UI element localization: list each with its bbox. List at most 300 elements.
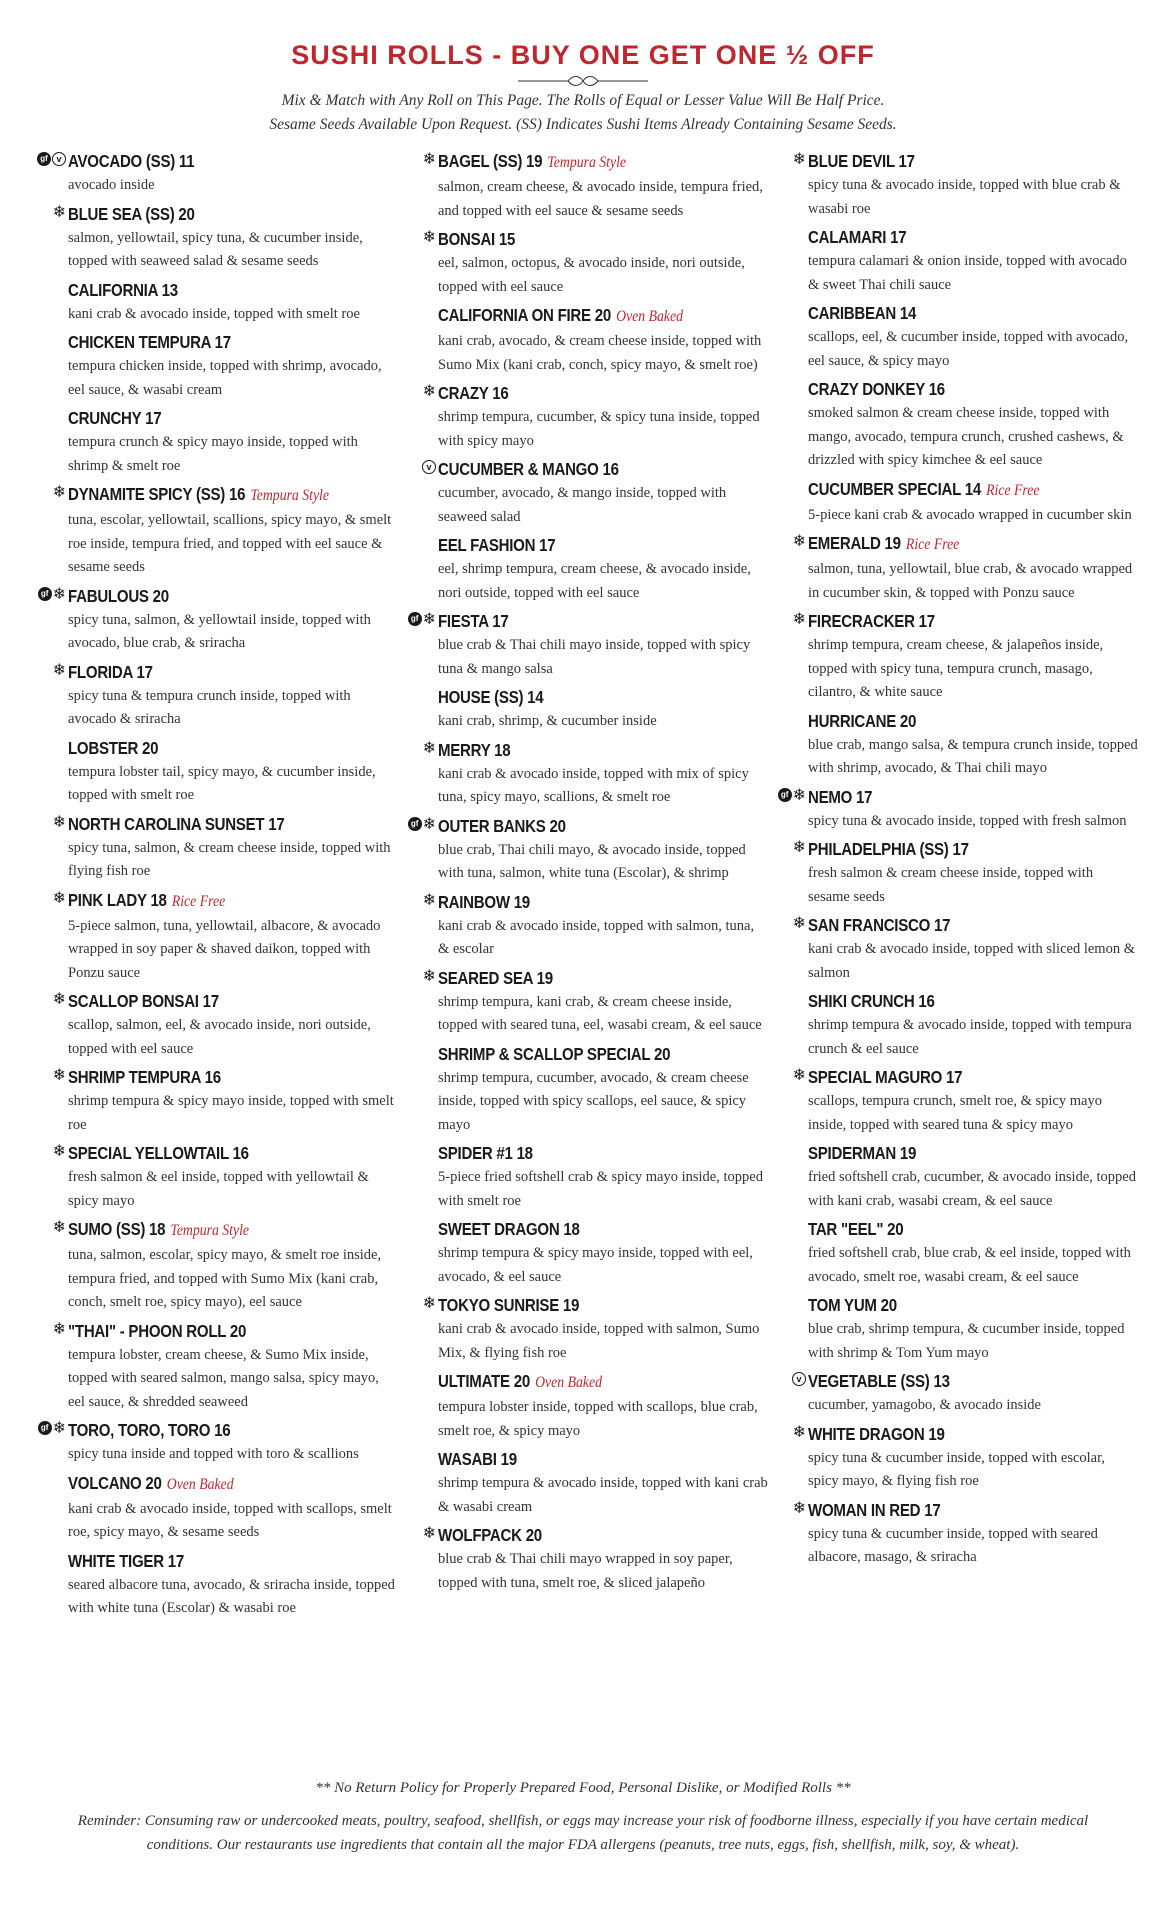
menu-item-title [808, 988, 1092, 1014]
menu-item-icons [398, 227, 436, 246]
menu-item-name: TAR "EEL" [808, 1219, 884, 1239]
spicy-icon: ❄ [52, 989, 66, 1008]
menu-item-description: avocado inside [68, 177, 155, 193]
menu-item-price: 18 [494, 739, 511, 760]
menu-item-title [438, 226, 722, 252]
menu-item-name: BAGEL (SS) [438, 151, 523, 171]
menu-item [768, 224, 1138, 297]
menu-item [768, 708, 1138, 781]
menu-item-price: 16 [204, 1067, 221, 1087]
menu-item-description: tempura chicken inside, topped with shrimp, avocado, eel sauce, & wasabi cream [68, 358, 382, 398]
menu-item-title [68, 1318, 352, 1344]
menu-item-tag: Rice Free [905, 536, 960, 553]
menu-item [398, 813, 768, 886]
menu-item-title [68, 659, 352, 685]
menu-item-title [68, 148, 352, 174]
spicy-icon: ❄ [422, 889, 436, 909]
menu-item-title [808, 376, 1092, 402]
menu-item [398, 226, 768, 299]
menu-item [768, 1421, 1138, 1494]
menu-item-price: 14 [964, 478, 981, 499]
menu-item-description: tuna, salmon, escolar, spicy mayo, & smelt roe inside, tempura fried, and topped with Sumo Mix (kani crab, conch, smelt roe, spicy mayo), eel sauce [68, 1247, 382, 1310]
menu-item [28, 988, 398, 1061]
menu-item-title [438, 1216, 722, 1242]
menu-item [768, 1216, 1138, 1289]
menu-item-icons [28, 482, 66, 501]
menu-item-icons [768, 1421, 806, 1441]
menu-item-name: VEGETABLE (SS) [808, 1371, 930, 1391]
menu-item-description: kani crab & avocado inside, topped with mix of spicy tuna, spicy mayo, scallions, & smelt roe [438, 765, 749, 805]
menu-item-title [808, 530, 1092, 558]
menu-item [398, 608, 768, 681]
menu-item-price: 18 [516, 1143, 533, 1163]
menu-item-title [808, 912, 1092, 938]
menu-item-description: salmon, tuna, yellowtail, blue crab, & avocado wrapped in cucumber skin, & topped with Ponzu sauce [808, 561, 1133, 601]
menu-item [768, 836, 1138, 909]
menu-item [768, 608, 1138, 705]
menu-item-description: spicy tuna inside and topped with toro & scallions [68, 1446, 359, 1462]
menu-item [768, 1064, 1138, 1137]
spicy-icon: ❄ [792, 1497, 806, 1517]
menu-item-title [808, 608, 1092, 634]
menu-item [768, 1368, 1138, 1418]
menu-item-title [438, 456, 722, 482]
menu-item-description: scallops, eel, & cucumber inside, topped with avocado, eel sauce, & spicy mayo [808, 329, 1129, 369]
menu-item-name: TORO, TORO, TORO [68, 1420, 211, 1440]
menu-item-price: 17 [145, 408, 162, 428]
gluten-free-icon: gf [38, 587, 52, 601]
menu-item-title [808, 1216, 1092, 1242]
menu-item-tag: Tempura Style [170, 1222, 250, 1239]
menu-item-price: 16 [228, 484, 246, 504]
gluten-free-icon: gf [408, 817, 422, 831]
menu-item-name: MERRY [438, 739, 491, 760]
menu-item-description: fried softshell crab, blue crab, & eel inside, topped with avocado, smelt roe, wasabi cream, & eel sauce [808, 1245, 1131, 1285]
menu-item [398, 1522, 768, 1595]
menu-item-icons [28, 1065, 66, 1084]
menu-item-name: WHITE DRAGON [808, 1423, 925, 1444]
menu-item-name: ULTIMATE [438, 1371, 510, 1391]
menu-item-description: kani crab & avocado inside, topped with sliced lemon & salmon [808, 941, 1135, 981]
menu-item-name: EEL FASHION [438, 535, 536, 555]
menu-item-icons [28, 1318, 66, 1338]
menu-item-icons [398, 381, 436, 400]
menu-item-price: 20 [653, 1043, 671, 1064]
menu-item-title [68, 735, 352, 761]
menu-item-description: shrimp tempura & avocado inside, topped with kani crab & wasabi cream [438, 1475, 768, 1515]
spicy-icon: ❄ [422, 227, 436, 246]
menu-item-name: CRUNCHY [68, 408, 142, 428]
menu-item-title [808, 476, 1092, 504]
menu-item [398, 380, 768, 453]
menu-item-name: EMERALD [808, 533, 881, 553]
menu-item [398, 737, 768, 810]
menu-item-price: 17 [933, 915, 951, 935]
spicy-icon: ❄ [422, 737, 436, 757]
menu-item-description: scallops, tempura crunch, smelt roe, & spicy mayo inside, topped with seared tuna & spicy mayo [808, 1093, 1102, 1133]
menu-item-icons [28, 659, 66, 679]
gluten-free-icon: gf [37, 152, 51, 166]
menu-item [28, 811, 398, 884]
menu-item-name: HOUSE (SS) [438, 687, 524, 707]
menu-item-name: WOMAN IN RED [808, 1499, 921, 1520]
menu-item-name: SPIDERMAN [808, 1143, 896, 1163]
menu-item-price: 17 [268, 813, 285, 834]
spicy-icon: ❄ [52, 659, 66, 679]
vegetarian-icon: v [422, 460, 436, 474]
menu-item-title [68, 1548, 352, 1574]
menu-item [398, 532, 768, 605]
menu-item [398, 1368, 768, 1443]
menu-item-title [438, 302, 722, 330]
menu-item-title [438, 1368, 722, 1396]
menu-item-price: 19 [928, 1423, 945, 1444]
menu-item-description: cucumber, yamagobo, & avocado inside [808, 1397, 1041, 1413]
menu-item-name: FABULOUS [68, 585, 149, 606]
menu-item [398, 302, 768, 377]
menu-item-title [438, 813, 722, 839]
menu-item-title [808, 1140, 1092, 1166]
menu-item-description: tempura crunch & spicy mayo inside, topped with shrimp & smelt roe [68, 434, 358, 474]
menu-item [28, 659, 398, 732]
menu-item-name: SCALLOP BONSAI [68, 991, 199, 1011]
menu-item-icons [28, 1141, 66, 1160]
menu-item-icons [768, 609, 806, 628]
menu-item-name: DYNAMITE SPICY (SS) [68, 484, 226, 504]
spicy-icon: ❄ [52, 887, 66, 907]
menu-item-icons [28, 201, 66, 221]
menu-item-name: FIRECRACKER [808, 611, 915, 631]
menu-item-title [68, 329, 352, 355]
menu-item-title [808, 1368, 1092, 1394]
vegetarian-icon: v [52, 152, 66, 166]
menu-item-description: cucumber, avocado, & mango inside, topped with seaweed salad [438, 485, 727, 525]
menu-item [398, 965, 768, 1038]
menu-item [398, 1140, 768, 1213]
menu-item [768, 1292, 1138, 1365]
menu-item-name: OUTER BANKS [438, 815, 546, 836]
menu-item-price: 18 [149, 1219, 166, 1239]
menu-item-price: 20 [229, 1320, 247, 1341]
menu-item [398, 684, 768, 734]
menu-item-description: blue crab & Thai chili mayo wrapped in soy paper, topped with tuna, smelt roe, & sliced jalapeño [438, 1551, 733, 1591]
menu-item-description: blue crab & Thai chili mayo inside, topped with spicy tuna & mango salsa [438, 637, 751, 677]
menu-item-title [68, 1216, 352, 1244]
menu-item-description: spicy tuna & avocado inside, topped with fresh salmon [808, 812, 1127, 829]
menu-item-description: eel, salmon, octopus, & avocado inside, nori outside, topped with eel sauce [438, 255, 745, 295]
menu-item-price: 17 [214, 332, 231, 352]
menu-item-description: spicy tuna, salmon, & cream cheese inside, topped with flying fish roe [68, 839, 391, 879]
menu-item-price: 16 [492, 383, 509, 403]
menu-item [28, 1318, 398, 1415]
menu-item-description: shrimp tempura & spicy mayo inside, topped with smelt roe [68, 1093, 394, 1133]
menu-item-price: 20 [142, 737, 159, 758]
menu-item-description: shrimp tempura, kani crab, & cream cheese inside, topped with seared tuna, eel, wasabi cream, & eel sauce [438, 993, 762, 1033]
menu-item-price: 16 [918, 991, 935, 1011]
menu-item-description: shrimp tempura, cream cheese, & jalapeños inside, topped with spicy tuna, tempura crunch, masago, cilantro, & white sauce [808, 637, 1104, 700]
menu-item-icons [28, 989, 66, 1008]
menu-item-name: CHICKEN TEMPURA [68, 332, 211, 352]
menu-item-icons [768, 531, 806, 550]
menu-item-price: 15 [498, 229, 516, 249]
menu-item-price: 17 [856, 786, 873, 807]
menu-item-name: CRAZY [438, 383, 489, 403]
menu-item-title [438, 1292, 722, 1318]
menu-item-icons [28, 152, 66, 166]
menu-item [398, 1041, 768, 1138]
menu-item-title [808, 708, 1092, 734]
menu-item-icons [768, 837, 806, 856]
menu-item-description: tempura lobster tail, spicy mayo, & cucumber inside, topped with smelt roe [68, 763, 376, 803]
menu-item-title [68, 887, 352, 915]
menu-item-icons [28, 811, 66, 831]
menu-item [398, 456, 768, 529]
menu-item-description: kani crab & avocado inside, topped with salmon, Sumo Mix, & flying fish roe [438, 1321, 760, 1361]
menu-item-description: kani crab, shrimp, & cucumber inside [438, 713, 657, 729]
menu-item [768, 148, 1138, 221]
menu-item-price: 14 [527, 687, 544, 707]
menu-item-name: SHRIMP TEMPURA [68, 1067, 201, 1087]
menu-item-icons [28, 583, 66, 603]
menu-item-icons [398, 1293, 436, 1312]
menu-item-price: 19 [513, 891, 530, 912]
gluten-free-icon: gf [778, 788, 792, 802]
spicy-icon: ❄ [792, 609, 806, 628]
menu-item-description: spicy tuna, salmon, & yellowtail inside, topped with avocado, blue crab, & sriracha [68, 611, 371, 651]
menu-item-name: SEARED SEA [438, 967, 533, 988]
spicy-icon: ❄ [792, 837, 806, 856]
menu-item-title [438, 1446, 722, 1472]
menu-item-description: tuna, escolar, yellowtail, scallions, spicy mayo, & smelt roe inside, tempura fried, and topped with eel sauce & sesame seeds [68, 512, 392, 575]
menu-item-price: 17 [952, 839, 969, 859]
menu-item-title [68, 988, 352, 1014]
menu-item-title [68, 1064, 352, 1090]
menu-item-icons [768, 784, 806, 804]
menu-item-description: salmon, cream cheese, & avocado inside, tempura fried, and topped with eel sauce & sesame seeds [438, 179, 763, 219]
menu-item-tag: Rice Free [986, 481, 1040, 499]
menu-item-name: LOBSTER [68, 737, 139, 758]
menu-item-icons [398, 1523, 436, 1542]
menu-item-name: BLUE SEA (SS) [68, 203, 175, 224]
menu-item-price: 14 [899, 303, 917, 323]
menu-item-description: kani crab, avocado, & cream cheese inside, topped with Sumo Mix (kani crab, conch, spicy mayo, & smelt roe) [438, 333, 762, 373]
menu-item-description: 5-piece fried softshell crab & spicy mayo inside, topped with smelt roe [438, 1169, 763, 1209]
menu-item-description: spicy tuna & cucumber inside, topped with seared albacore, masago, & sriracha [808, 1525, 1098, 1565]
menu-item-description: kani crab & avocado inside, topped with salmon, tuna, & escolar [438, 917, 755, 957]
menu-item [28, 481, 398, 580]
menu-item-price: 17 [202, 991, 219, 1011]
menu-item-price: 19 [899, 1143, 917, 1163]
menu-item-icons [28, 887, 66, 907]
spicy-icon: ❄ [422, 381, 436, 400]
menu-item-price: 17 [946, 1067, 963, 1087]
menu-item-name: SPIDER #1 [438, 1143, 513, 1163]
menu-item [28, 1548, 398, 1621]
menu-item [28, 887, 398, 986]
menu-item [28, 1216, 398, 1315]
menu-item-price: 13 [933, 1371, 950, 1391]
menu-item-price: 16 [928, 379, 945, 399]
menu-item-description: spicy tuna & cucumber inside, topped with escolar, spicy mayo, & flying fish roe [808, 1449, 1105, 1489]
menu-item-description: fried softshell crab, cucumber, & avocado inside, topped with kani crab, wasabi cream, & eel sauce [808, 1169, 1136, 1209]
menu-item-tag: Oven Baked [535, 1374, 602, 1391]
menu-item-title [68, 1470, 352, 1498]
menu-item-description: fresh salmon & cream cheese inside, topped with sesame seeds [808, 865, 1094, 905]
menu-item-name: CARIBBEAN [808, 303, 896, 323]
menu-item-price: 17 [924, 1499, 941, 1520]
menu-item-description: tempura lobster inside, topped with scallops, blue crab, smelt roe, & spicy mayo [438, 1399, 758, 1439]
menu-item [28, 1064, 398, 1137]
menu-item-description: spicy tuna & tempura crunch inside, topped with avocado & sriracha [68, 687, 351, 727]
spicy-icon: ❄ [792, 1065, 806, 1084]
menu-item-title [808, 148, 1092, 174]
spicy-icon: ❄ [52, 1141, 66, 1160]
menu-item-icons [768, 1372, 806, 1386]
menu-item-name: CALIFORNIA [68, 279, 158, 300]
menu-item-title [808, 836, 1092, 862]
menu-item-description: tempura lobster, cream cheese, & Sumo Mix inside, topped with seared salmon, mango salsa, spicy mayo, eel sauce, & shredded seaweed [68, 1346, 379, 1410]
menu-item-icons [398, 737, 436, 757]
spicy-icon: ❄ [422, 149, 436, 168]
menu-item-name: CUCUMBER SPECIAL [808, 478, 961, 499]
menu-item-title [438, 148, 722, 176]
menu-item-name: SAN FRANCISCO [808, 915, 931, 935]
menu-item-price: 17 [492, 611, 509, 631]
menu-item-description: shrimp tempura, cucumber, & spicy tuna inside, topped with spicy mayo [438, 409, 760, 449]
menu-item-name: RAINBOW [438, 891, 510, 912]
menu-item-price: 16 [232, 1143, 249, 1163]
menu-item-description: salmon, yellowtail, spicy tuna, & cucumber inside, topped with seaweed salad & sesame seeds [68, 229, 363, 269]
menu-item-price: 18 [563, 1219, 580, 1239]
menu-item-price: 20 [887, 1219, 904, 1239]
menu-item-title [438, 1522, 722, 1548]
menu-item-icons [398, 889, 436, 909]
menu-item-icons [398, 149, 436, 168]
menu-item-tag: Tempura Style [547, 154, 627, 171]
menu-item-title [68, 277, 352, 303]
menu-item-description: 5-piece kani crab & avocado wrapped in cucumber skin [808, 506, 1132, 523]
menu-item-price: 17 [136, 661, 153, 682]
menu-item-name: CUCUMBER & MANGO [438, 459, 599, 479]
menu-item-description: shrimp tempura & avocado inside, topped with tempura crunch & eel sauce [808, 1017, 1132, 1057]
menu-item-description: seared albacore tuna, avocado, & sriracha inside, topped with white tuna (Escolar) & wasabi roe [68, 1576, 395, 1616]
spicy-icon: ❄ [52, 482, 66, 501]
menu-item-name: VOLCANO [68, 1472, 142, 1493]
menu-item [398, 889, 768, 962]
menu-item [768, 988, 1138, 1061]
menu-item-price: 19 [526, 151, 543, 171]
menu-item [768, 476, 1138, 528]
menu-item-name: PINK LADY [68, 889, 147, 910]
menu-item-name: SUMO (SS) [68, 1219, 146, 1239]
menu-item [768, 376, 1138, 473]
menu-item [28, 277, 398, 327]
spicy-icon: ❄ [422, 813, 436, 833]
vegetarian-icon: v [792, 1372, 806, 1386]
menu-item-name: NEMO [808, 786, 853, 807]
menu-item-icons [768, 1065, 806, 1084]
menu-item-name: WASABI [438, 1449, 497, 1469]
menu-item-title [438, 684, 722, 710]
menu-columns [28, 148, 1138, 1624]
menu-item-title [808, 300, 1092, 326]
menu-item-price: 20 [152, 585, 169, 606]
menu-item-icons [398, 609, 436, 628]
menu-item-icons [768, 149, 806, 168]
menu-item-title [438, 532, 722, 558]
menu-item-icons [28, 1217, 66, 1236]
menu-item-tag: Rice Free [171, 892, 226, 910]
menu-item [768, 1497, 1138, 1570]
menu-item-name: FLORIDA [68, 661, 133, 682]
menu-item [398, 1446, 768, 1519]
promo-note: Mix & Match with Any Roll on This Page. The Rolls of Equal or Lesser Value Will Be Half Price. [281, 92, 885, 109]
menu-item-description: blue crab, Thai chili mayo, & avocado inside, topped with tuna, salmon, white tuna (Escolar), & shrimp [438, 841, 746, 881]
menu-item-name: BONSAI [438, 229, 495, 249]
spicy-icon: ❄ [52, 583, 66, 603]
menu-item-price: 20 [594, 305, 611, 325]
menu-item-title [68, 1140, 352, 1166]
menu-item-price: 20 [178, 203, 195, 224]
menu-item-title [68, 583, 352, 609]
menu-item-title [808, 1064, 1092, 1090]
menu-item-name: WOLFPACK [438, 1525, 522, 1545]
menu-item-title [438, 380, 722, 406]
menu-item-title [438, 965, 722, 991]
menu-footer [60, 1780, 1106, 1857]
menu-item-name: CRAZY DONKEY [808, 379, 925, 399]
menu-item-title [68, 201, 352, 227]
sesame-note: Sesame Seeds Available Upon Request. (SS) Indicates Sushi Items Already Containing Sesame Seeds. [269, 116, 897, 133]
menu-item-title [808, 1497, 1092, 1523]
menu-column-1 [28, 148, 398, 1624]
menu-item-description: blue crab, shrimp tempura, & cucumber inside, topped with shrimp & Tom Yum mayo [808, 1321, 1125, 1361]
spicy-icon: ❄ [52, 1065, 66, 1084]
spicy-icon: ❄ [422, 965, 436, 985]
return-policy: ** No Return Policy for Properly Prepared Food, Personal Dislike, or Modified Rolls ** [315, 1780, 851, 1796]
menu-item [398, 1292, 768, 1365]
menu-item-description: smoked salmon & cream cheese inside, topped with mango, avocado, tempura crunch, crushed cashews, & drizzled with spicy kimchee & eel sauce [808, 405, 1124, 468]
menu-item [28, 405, 398, 478]
menu-item [398, 1216, 768, 1289]
menu-item-icons [398, 813, 436, 833]
menu-header [0, 0, 1166, 137]
menu-item-price: 13 [161, 279, 178, 300]
spicy-icon: ❄ [52, 811, 66, 831]
menu-item-price: 20 [549, 815, 566, 836]
spicy-icon: ❄ [52, 201, 66, 221]
spicy-icon: ❄ [422, 609, 436, 628]
menu-item-name: BLUE DEVIL [808, 151, 895, 171]
menu-item-price: 16 [602, 459, 619, 479]
menu-item-description: scallop, salmon, eel, & avocado inside, nori outside, topped with eel sauce [68, 1017, 371, 1057]
allergen-reminder: Reminder: Consuming raw or undercooked meats, poultry, seafood, shellfish, or eggs may increase your risk of foodborne illness, especially if you have certain medical conditions. Our restaurants use ingredients that contain all the major FDA allergens (peanuts, tree nuts, eggs, fish, shellfish, milk, soy, & wheat). [77, 1813, 1089, 1853]
menu-item-title [68, 1417, 352, 1443]
spicy-icon: ❄ [792, 149, 806, 168]
menu-item-title [438, 1041, 722, 1067]
menu-item-name: SWEET DRAGON [438, 1219, 560, 1239]
menu-item-price: 17 [898, 151, 915, 171]
menu-item-price: 20 [525, 1525, 542, 1545]
menu-item-tag: Oven Baked [166, 1475, 234, 1493]
menu-item-price: 17 [539, 535, 556, 555]
menu-item [398, 148, 768, 223]
spicy-icon: ❄ [52, 1217, 66, 1236]
flourish-divider-icon [513, 75, 653, 87]
spicy-icon: ❄ [52, 1418, 66, 1437]
menu-item [28, 1470, 398, 1545]
menu-item-price: 20 [899, 710, 917, 731]
